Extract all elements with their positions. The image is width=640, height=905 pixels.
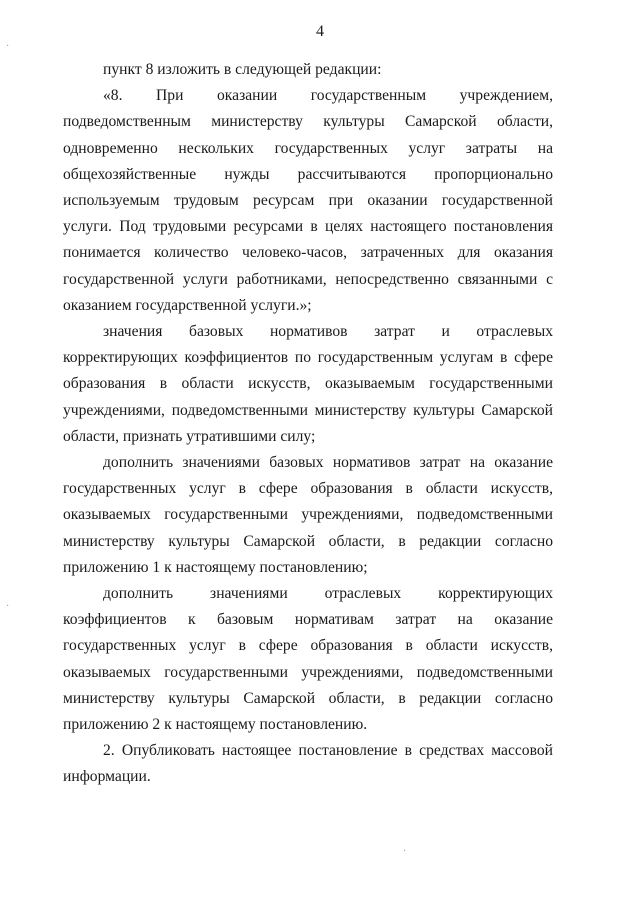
paragraph-repeal: значения базовых нормативов затрат и отраслевых корректирующих коэффициентов по государственным услугам в сфере образования в области искусств, оказываемым государственными учреждениями, подведомственными министерству культуры Самарской области, признать утратившими силу;: [63, 323, 553, 445]
scan-speck: ·: [403, 846, 407, 857]
paragraph-intro: пункт 8 изложить в следующей редакции:: [103, 61, 382, 78]
document-body: [63, 57, 553, 791]
paragraph-item-8: «8. При оказании государственным учреждением, подведомственным министерству культуры Самарской области, одновременно нескольких государственных услуг затраты на общехозяйственные нужды рассчитываются пропорционально используемым трудовым ресурсам при оказании государственной услуги. Под трудовыми ресурсами в целях настоящего постановления понимается количество человеко-часов, затраченных для оказания государственной услуги работниками, непосредственно связанными с оказанием государственной услуги.»;: [63, 87, 553, 314]
page-number: 4: [316, 23, 324, 40]
scan-speck: ·: [6, 601, 10, 612]
paragraph-appendix-1: дополнить значениями базовых нормативов затрат на оказание государственных услуг в сфере образования в области искусств, оказываемых государственными учреждениями, подведомственными министерству культуры Самарской области, в редакции согласно приложению 1 к настоящему постановлению;: [63, 454, 553, 576]
paragraph-appendix-2: дополнить значениями отраслевых корректирующих коэффициентов к базовым нормативам затрат на оказание государственных услуг в сфере образования в области искусств, оказываемых государственными учреждениями, подведомственными министерству культуры Самарской области, в редакции согласно приложению 2 к настоящему постановлению.: [63, 585, 553, 734]
scan-speck: ·: [6, 41, 10, 52]
paragraph-publish: 2. Опубликовать настоящее постановление в средствах массовой информации.: [63, 742, 553, 786]
